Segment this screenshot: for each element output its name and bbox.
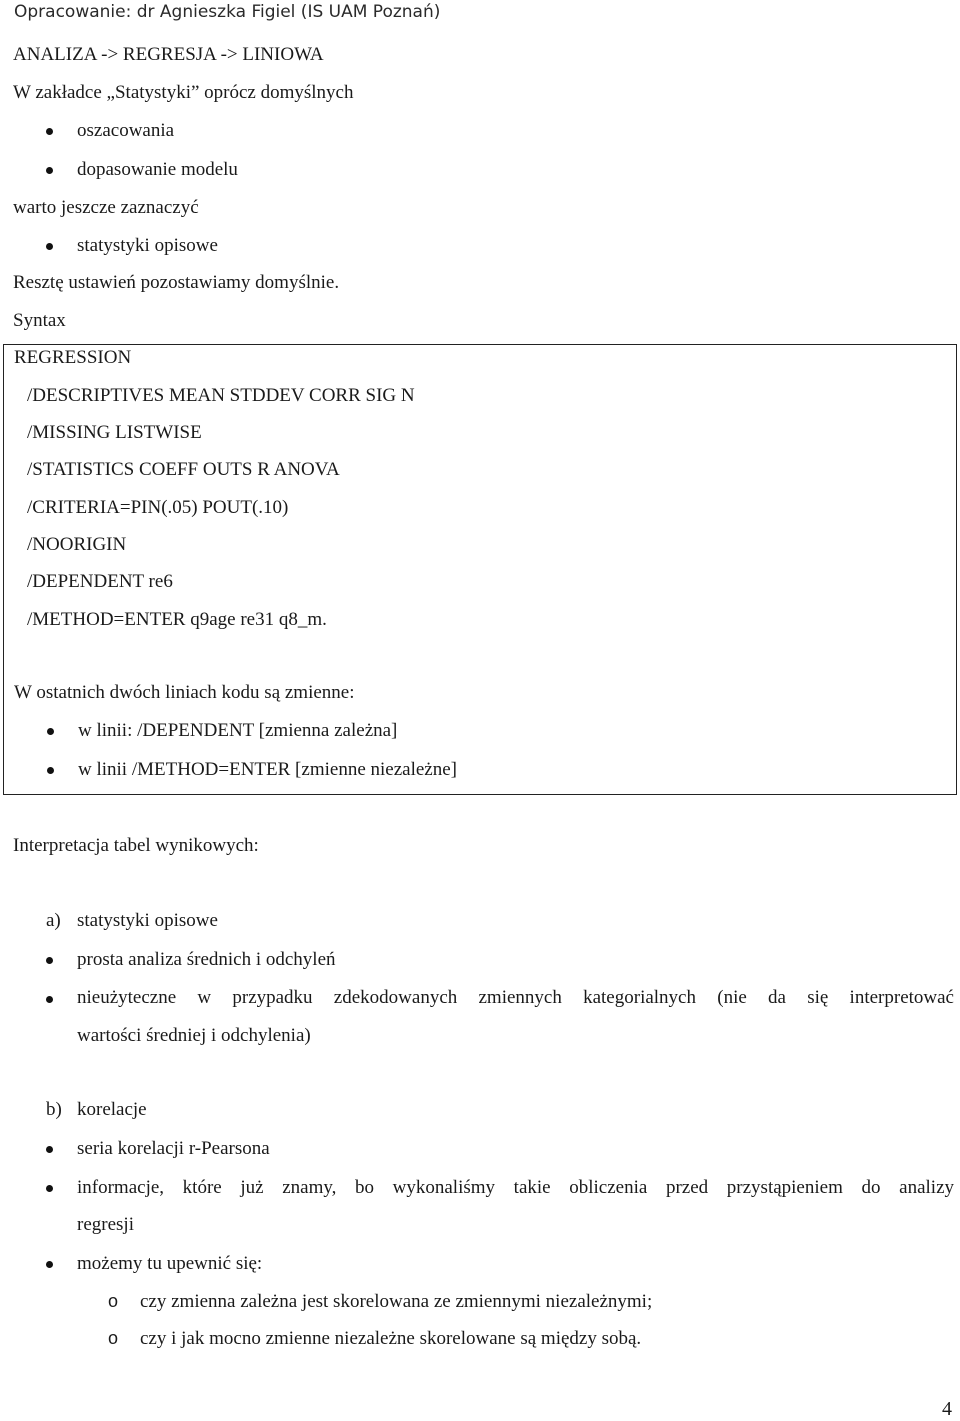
also-mark-note: warto jeszcze zaznaczyć (13, 197, 199, 218)
bullet-icon (46, 243, 53, 250)
sub-list-item-text: czy i jak mocno zmienne niezależne skorelowane są między sobą. (140, 1328, 642, 1349)
syntax-line: /CRITERIA=PIN(.05) POUT(.10) (27, 497, 289, 518)
list-item-text: informacje, które już znamy, bo wykonaliśmy takie obliczenia przed przystąpieniem do analizy (77, 1177, 954, 1198)
circle-bullet-icon: o (108, 1328, 119, 1348)
sub-list-item-text: czy zmienna zależna jest skorelowana ze zmiennymi niezależnymi; (140, 1291, 653, 1312)
menu-path: ANALIZA -> REGRESJA -> LINIOWA (13, 44, 324, 65)
list-item-text: dopasowanie modelu (77, 159, 238, 180)
bullet-icon (46, 957, 53, 964)
section-title: statystyki opisowe (77, 910, 218, 931)
list-item-text-continued: regresji (77, 1214, 134, 1235)
syntax-line: /METHOD=ENTER q9age re31 q8_m. (27, 609, 327, 630)
page-number: 4 (942, 1398, 952, 1420)
list-item-text: prosta analiza średnich i odchyleń (77, 949, 336, 970)
tab-note: W zakładce „Statystyki” oprócz domyślnych (13, 82, 354, 103)
rest-note: Resztę ustawień pozostawiamy domyślnie. (13, 272, 340, 293)
bullet-icon (47, 767, 54, 774)
bullet-icon (46, 1185, 53, 1192)
list-item-text: w linii /METHOD=ENTER [zmienne niezależne] (78, 759, 457, 780)
list-item-text: możemy tu upewnić się: (77, 1253, 263, 1274)
interpretation-title: Interpretacja tabel wynikowych: (13, 835, 259, 856)
syntax-box (3, 344, 957, 795)
list-item-text: nieużyteczne w przypadku zdekodowanych zmiennych kategorialnych (nie da się interpretować (77, 987, 954, 1008)
bullet-icon (46, 167, 53, 174)
syntax-note: W ostatnich dwóch liniach kodu są zmienne: (14, 682, 355, 703)
bullet-icon (47, 728, 54, 735)
section-marker: b) (46, 1099, 62, 1120)
list-item-text: seria korelacji r-Pearsona (77, 1138, 270, 1159)
section-marker: a) (46, 910, 61, 931)
list-item-text: statystyki opisowe (77, 235, 218, 256)
syntax-label: Syntax (13, 310, 66, 331)
list-item-text: oszacowania (77, 120, 175, 141)
bullet-icon (46, 1146, 53, 1153)
list-item-text: w linii: /DEPENDENT [zmienna zależna] (78, 720, 398, 741)
syntax-line: /DEPENDENT re6 (27, 571, 173, 592)
running-header: Opracowanie: dr Agnieszka Figiel (IS UAM Poznań) (14, 2, 441, 22)
bullet-icon (46, 128, 53, 135)
list-item-text-continued: wartości średniej i odchylenia) (77, 1025, 311, 1046)
circle-bullet-icon: o (108, 1291, 119, 1311)
syntax-command: REGRESSION (14, 347, 132, 368)
bullet-icon (46, 996, 53, 1003)
bullet-icon (46, 1261, 53, 1268)
syntax-line: /NOORIGIN (27, 534, 127, 555)
syntax-line: /DESCRIPTIVES MEAN STDDEV CORR SIG N (27, 385, 415, 406)
syntax-line: /MISSING LISTWISE (27, 422, 202, 443)
syntax-line: /STATISTICS COEFF OUTS R ANOVA (27, 459, 340, 480)
section-title: korelacje (77, 1099, 147, 1120)
